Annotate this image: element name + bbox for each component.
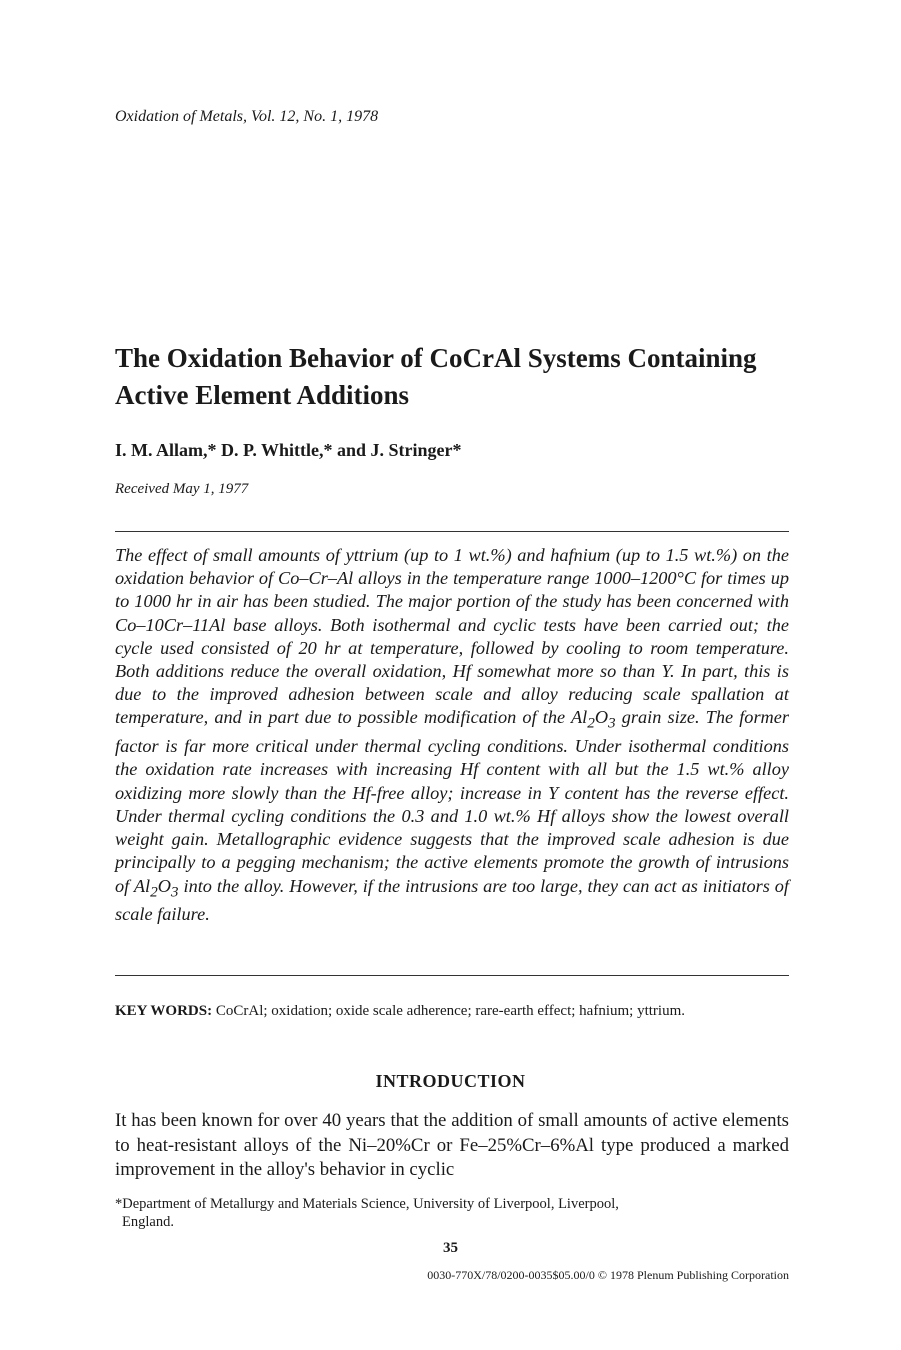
footnote-line-2: England. bbox=[122, 1214, 174, 1230]
section-heading-introduction: INTRODUCTION bbox=[375, 1071, 526, 1091]
introduction-paragraph: It has been known for over 40 years that the addition of small amounts of active elements to heat-resistant alloys of the Ni–20%Cr or Fe–25%Cr–6%Al type produced a marked improvement in the alloy's behavior in cyclic bbox=[115, 1110, 789, 1180]
formula-al2o3: $Al_2O_3$ bbox=[570, 707, 616, 733]
received-date: Received May 1, 1977 bbox=[115, 481, 249, 497]
abstract-text-part-1: The effect of small amounts of yttrium (up to 1 wt.%) and hafnium (up to 1.5 wt.%) on the oxidation behavior of Co–Cr–Al alloys in the temperature range 1000–1200°C for times up to 1000 hr in air has been studied. The major portion of the study has been concerned with Co–10Cr–11Al base alloys. Both isothermal and cyclic tests have been carried out; the cycle used consisted of 20 hr at temperature, followed by cooling to room temperature. Both additions reduce the overall oxidation, Hf somewhat more so than Y. In part, this is due to the improved adhesion between scale and alloy reducing scale spallation at temperature, and in part due to possible modification of the bbox=[115, 545, 789, 728]
abstract-text-part-3: into the alloy. However, if the intrusions are too large, they can act as initiators of scale failure. bbox=[115, 875, 789, 925]
abstract bbox=[115, 544, 789, 927]
keywords-text: CoCrAl; oxidation; oxide scale adherence; rare-earth effect; hafnium; yttrium. bbox=[212, 1003, 685, 1019]
page-number: 35 bbox=[443, 1240, 458, 1256]
affiliation-footnote bbox=[115, 1195, 789, 1231]
keywords bbox=[115, 1001, 789, 1021]
footnote-line-1: *Department of Metallurgy and Materials Science, University of Liverpool, Liverpool, bbox=[115, 1196, 619, 1212]
author-list: I. M. Allam,* D. P. Whittle,* and J. Stringer* bbox=[115, 440, 462, 460]
article-title: The Oxidation Behavior of CoCrAl Systems Containing Active Element Additions bbox=[115, 343, 757, 410]
abstract-bottom-rule bbox=[115, 975, 789, 976]
formula-al2o3: $Al_2O_3$ bbox=[133, 875, 179, 901]
keywords-label: KEY WORDS: bbox=[115, 1003, 213, 1019]
abstract-top-rule bbox=[115, 531, 789, 532]
copyright-line: 0030-770X/78/0200-0035$05.00/0 © 1978 Plenum Publishing Corporation bbox=[427, 1268, 789, 1282]
journal-citation: Oxidation of Metals, Vol. 12, No. 1, 1978 bbox=[115, 108, 379, 125]
abstract-text-part-2: grain size. The former factor is far more critical under thermal cycling conditions. Under isothermal conditions the oxidation rate increases with increasing Hf content with all but the 1.5 wt.% alloy oxidizing more slowly than the Hf-free alloy; increase in Y content has the reverse effect. Under thermal cycling conditions the 0.3 and 1.0 wt.% Hf alloys show the lowest overall weight gain. Metallographic evidence suggests that the improved scale adhesion is due principally to a pegging mechanism; the active elements promote the growth of intrusions of bbox=[115, 707, 789, 896]
